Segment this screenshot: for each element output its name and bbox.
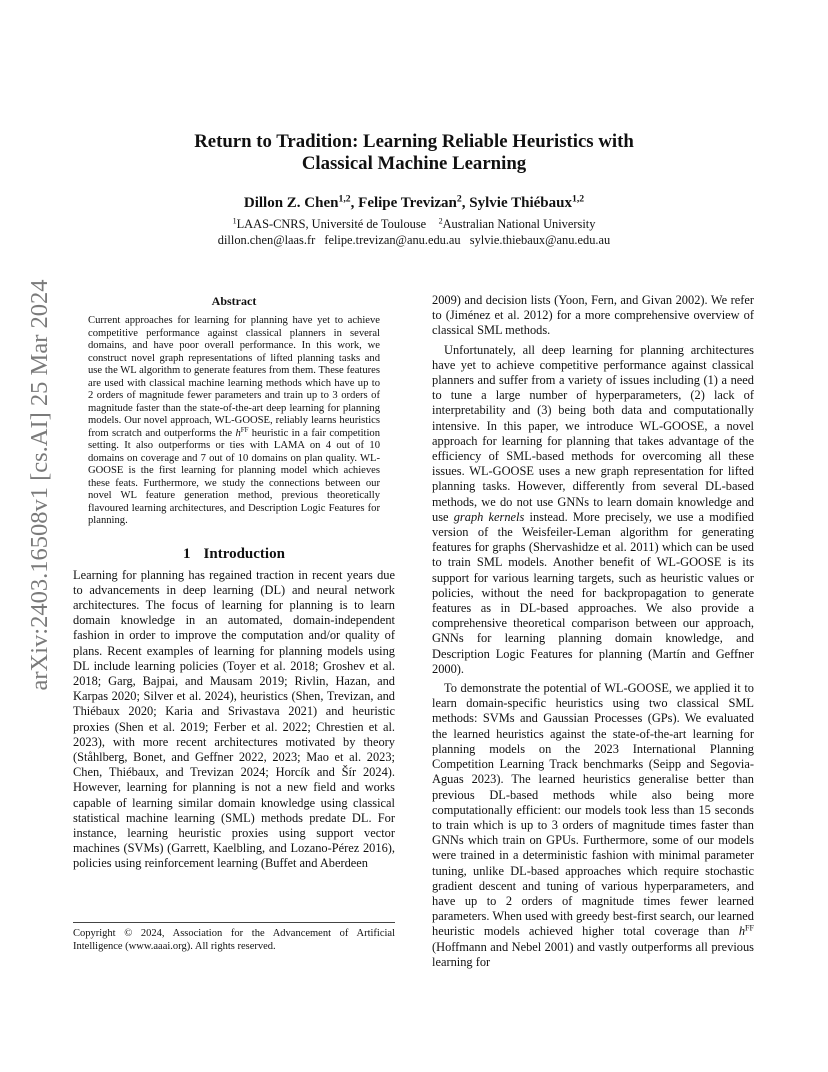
- affiliations: [100, 217, 728, 232]
- intro-paragraph: Learning for planning has regained traction in recent years due to advancements in deep learning (DL) and neural network architectures. The focus of learning for planning is to learn domain knowledge in an automated, domain-independent fashion in order to improve the computation and/or quality of plans. Recent examples of learning for planning models using DL include learning policies (Toyer et al. 2018; Groshev et al. 2018; Garg, Bajpai, and Mausam 2019; Rivlin, Hazan, and Karpas 2020; Silver et al. 2024), heuristics (Shen, Trevizan, and Thiébaux 2020; Karia and Srivastava 2021) and heuristic proxies (Shen et al. 2019; Ferber et al. 2022; Chrestien et al. 2023), with more recent architectures motivated by theory (Ståhlberg, Bonet, and Geffner 2022, 2023; Mao et al. 2023; Chen, Thiébaux, and Trevizan 2024; Horcík and Šír 2024). However, learning for planning is not a new field and works capable of learning similar domain knowledge using classical statistical machine learning (SML) methods predate DL. For instance, learning heuristic proxies using support vector machines (SVMs) (Garrett, Kaelbling, and Lozano-Pérez 2016), policies using reinforcement learning (Buffet and Aberdeen: [73, 567, 395, 871]
- arxiv-stamp: [18, 279, 62, 691]
- title-line-1: Return to Tradition: Learning Reliable Heuristics with: [194, 131, 634, 152]
- emphasis: graph kernels: [453, 509, 525, 524]
- email: dillon.chen@laas.fr: [217, 233, 316, 247]
- author-name: Sylvie Thiébaux: [469, 195, 572, 211]
- paragraph: [432, 681, 754, 970]
- affiliation: LAAS-CNRS, Université de Toulouse: [236, 217, 427, 231]
- math-ff-sup: FF: [240, 426, 249, 434]
- paper-title: [120, 131, 708, 175]
- section-heading-introduction: [73, 545, 395, 563]
- affiliation: Australian National University: [442, 217, 596, 231]
- author-list: Dillon Z. Chen$^{1,2}$, Felipe Trevizan$^2$, Sylvie Thiébaux$^{1,2}$: [243, 193, 585, 211]
- affil-sup: 2: [438, 216, 443, 226]
- arxiv-stamp-text: arXiv:2403.16508v1 [cs.AI] 25 Mar 2024: [26, 279, 53, 691]
- section-number: 1: [183, 545, 191, 562]
- section-title: Introduction: [203, 545, 285, 562]
- email: felipe.trevizan@anu.edu.au: [324, 233, 461, 247]
- right-column: [432, 293, 754, 970]
- math-h: h: [738, 924, 746, 939]
- left-column: [73, 294, 395, 872]
- title-line-2: Classical Machine Learning: [301, 153, 527, 174]
- abstract-text: [88, 315, 380, 528]
- author-affil-sup: 1,2: [338, 193, 351, 205]
- author-affil-sup: 2: [456, 193, 462, 205]
- paragraph: 2009) and decision lists (Yoon, Fern, and Givan 2002). We refer to (Jiménez et al. 2012) for a more comprehensive overview of classical SML methods.: [432, 293, 754, 338]
- paragraph: [432, 343, 754, 677]
- affil-sup: 1: [232, 216, 237, 226]
- author-emails: [100, 233, 728, 248]
- paragraph-text: To demonstrate the potential of WL-GOOSE, we applied it to learn domain-specific heuristics using two classical SML methods: SVMs and Gaussian Processes (GPs). We evaluated the learned heuristics against the state-of-the-art learning for planning models on the 2023 International Planning Competition Learning Track benchmarks (Seipp and Segovia-Aguas 2023). The learned heuristics generalise better than previous DL-based methods while also being more computationally efficient: our models took less than 15 seconds to train which is up to 3 orders of magnitude times faster than GNNs which train on GPUs. Furthermore, some of our models were trained in a deterministic fashion with minimal parameter tuning, unlike DL-based approaches which require stochastic gradient descent and tuning of various hyperparameters, and have up to 2 orders of magnitude times fewer learned parameters. When used with greedy best-first search, our learned heuristic models achieved higher total coverage than: [432, 681, 754, 939]
- abstract-text-part: heuristic in a fair competition setting. It also outperforms or ties with LAMA on 4 out of 10 domains on coverage and 7 out of 10 domains on plan quality. WL-GOOSE is the first learning for planning model which achieves these feats. Furthermore, we study the connections between our novel WL feature generation method, previous theoretically flavoured learning architectures, and Description Logic Features for planning.: [88, 427, 380, 526]
- footnote-text: Copyright © 2024, Association for the Advancement of Artificial Intelligence (www.aaai.org). All rights reserved.: [73, 928, 395, 952]
- copyright-footnote: [73, 922, 395, 953]
- author-name: Dillon Z. Chen: [243, 195, 339, 211]
- math-h: h: [235, 427, 241, 439]
- paragraph-text: instead. More precisely, we use a modified version of the Weisfeiler-Leman algorithm for generating features for graphs (Shervashidze et al. 2011) which can be used to train SML models. Another benefit of WL-GOOSE is its support for various learning targets, such as heuristic values or policies, without the need for backpropagation to generate features as in DL-based approaches. We also provide a comprehensive theoretical comparison between our approach, GNNs for learning planning domain knowledge, and Description Logic Features for planning (Martín and Geffner 2000).: [432, 509, 754, 676]
- paragraph-text: (Hoffmann and Nebel 2001) and vastly outperforms all previous learning for: [432, 939, 754, 969]
- math-ff-sup: FF: [745, 923, 754, 933]
- email: sylvie.thiebaux@anu.edu.au: [469, 233, 611, 247]
- abstract-text-part: Current approaches for learning for planning have yet to achieve competitive performance against classical planners in several domains, and have poor overall performance. In this work, we construct novel graph representations of lifted planning tasks and use the WL algorithm to generate features from them. These features are used with classical machine learning methods which have up to 2 orders of magnitude fewer parameters and train up to 3 orders of magnitude faster than the state-of-the-art deep learning for planning models. Our novel approach, WL-GOOSE, reliably learns heuristics from scratch and outperforms the: [88, 315, 380, 439]
- author-affil-sup: 1,2: [571, 193, 585, 205]
- author-name: Felipe Trevizan: [358, 195, 457, 211]
- abstract-heading: Abstract: [211, 294, 257, 308]
- paragraph-text: Unfortunately, all deep learning for planning architectures have yet to achieve competitive performance against classical planners and suffer from a variety of issues including (1) a need to tune a large number of hyperparameters, (2) lack of interpretability and (3) being both data and computationally intensive. In this paper, we introduce WL-GOOSE, a novel approach for learning for planning that takes advantage of the efficiency of SML-based methods for overcoming all these issues. WL-GOOSE uses a new graph representation for lifted planning tasks. However, differently from several DL-based methods, we do not use GNNs to learn domain knowledge and use: [432, 342, 754, 524]
